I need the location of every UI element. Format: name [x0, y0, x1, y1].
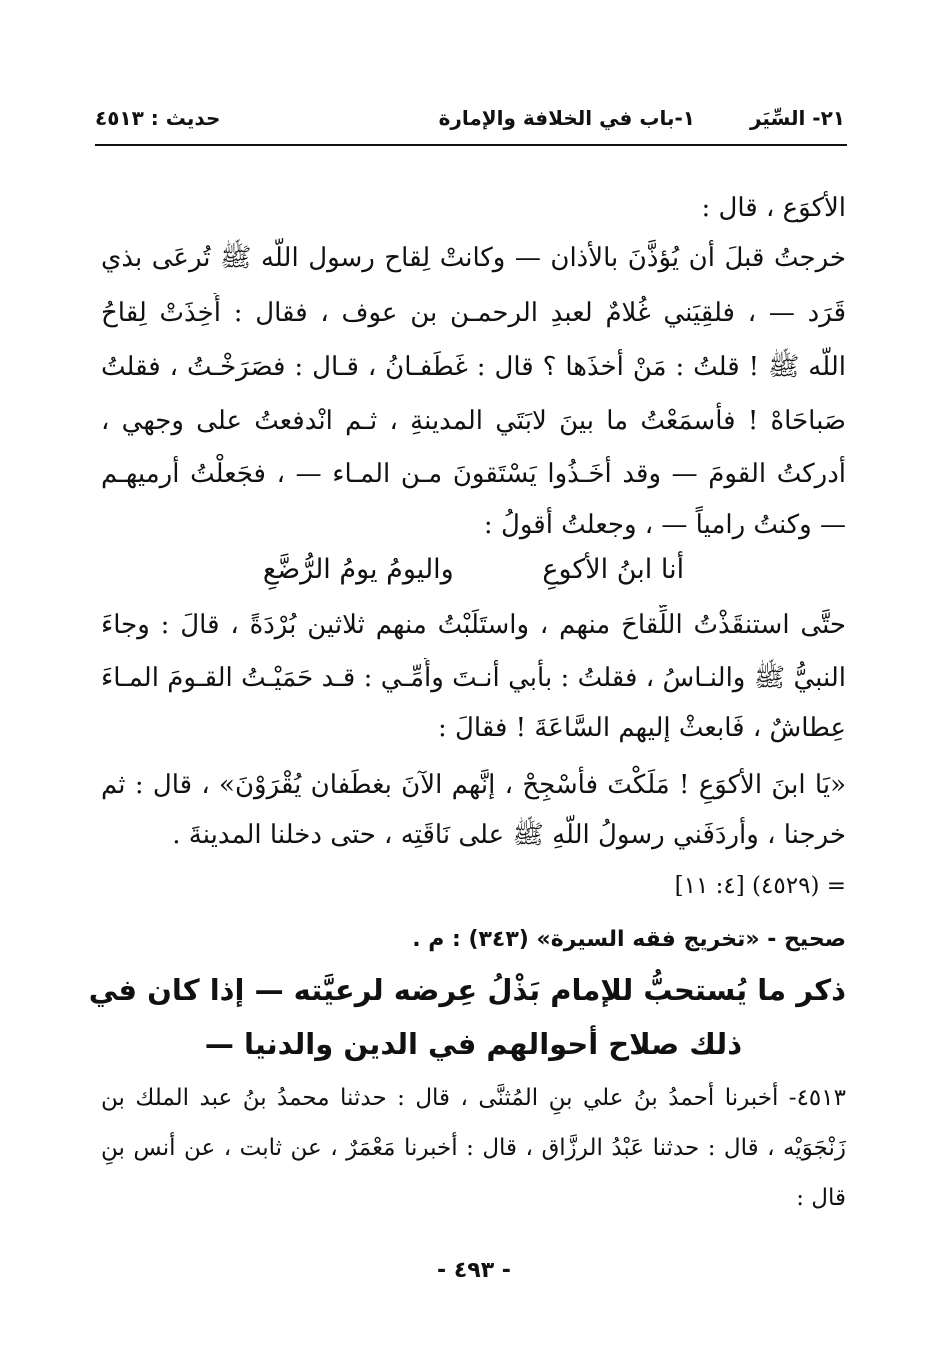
chapter-heading-line: ذكر ما يُستحبُّ للإمام بَذْلُ عِرضه لرعيَّته — إذا كان في: [88, 973, 846, 1007]
text-line: النبيُّ ﷺ والنـاسُ ، فقلتُ : بأبي أنـتَ وأُمِّـي : قـد حَمَيْـتُ القـومَ المـاءَ: [101, 663, 846, 693]
poetry-verse: [101, 550, 846, 590]
text-line: قَرَد — ، فلقِيَني غُلامٌ لعبدِ الرحمـن بن عوف ، فقال : أُخِذَتْ لِقاحُ: [101, 298, 846, 328]
takhrij-note: صحيح - «تخريج فقه السيرة» (٣٤٣) : م .: [412, 927, 846, 952]
text-line: «يَا ابنَ الأكوَعِ ! مَلَكْتَ فأسْجِحْ ، إنَّهم الآنَ بغطَفان يُقْرَوْنَ» ، قال : ثم: [101, 770, 846, 800]
text-line: اللّه ﷺ ! قلتُ : مَنْ أخذَها ؟ قال : غَطَفـانُ ، قـال : فصَرَخْـتُ ، فقلتُ: [101, 352, 846, 382]
text-line: عِطاشٌ ، فَابعثْ إليهم السَّاعَةَ ! فقالَ :: [437, 713, 846, 743]
cross-reference: = (٤٥٢٩) [٤: ١١]: [674, 873, 846, 899]
running-header: [95, 100, 845, 140]
text-line: صَباحَاهْ ! فأسمَعْتُ ما بينَ لابَتَي المدينةِ ، ثـم انْدفعتُ على وجهي ،: [101, 406, 846, 436]
text-line: حتَّى استنقَذْتُ اللِّقاحَ منهم ، واستَلَبْتُ منهم ثلاثين بُرْدَةً ، قالَ : وجاءَ: [101, 610, 846, 640]
section-title: ١-باب في الخلافة والإمارة: [438, 106, 695, 130]
text-line: — وكنتُ رامياً — ، وجعلتُ أقولُ :: [483, 510, 846, 540]
isnad-line: ٤٥١٣- أخبرنا أحمدُ بنُ علي بنِ المُثنَّى ، قال : حدثنا محمدُ بنُ عبد الملك بن: [101, 1085, 846, 1111]
text-line: الأكوَع ، قال :: [701, 193, 846, 223]
chapter-heading-line: ذلك صلاح أحوالهم في الدين والدنيا —: [204, 1027, 743, 1061]
isnad-line: قال :: [796, 1185, 846, 1211]
chapter-title: ٢١- السِّيَر: [749, 106, 845, 130]
text-line: أدركتُ القومَ — وقد أخَـذُوا يَسْتَقونَ مـن المـاء — ، فجَعلْتُ أرميهـم: [101, 459, 846, 489]
verse-first-hemistich: أنا ابنُ الأكوعِ: [542, 554, 685, 585]
header-divider: [95, 144, 847, 146]
hadith-number-header: حديث : ٤٥١٣: [95, 106, 221, 130]
page-number: - ٤٩٣ -: [437, 1258, 511, 1283]
isnad-line: زَنْجَوَيْه ، قال : حدثنا عَبْدُ الرزَّاق ، قال : أخبرنا مَعْمَرٌ ، عن ثابت ، عن أنس بنِ: [101, 1135, 846, 1161]
text-line: خرجتُ قبلَ أن يُؤذَّنَ بالأذان — وكانتْ لِقاح رسول اللّه ﷺ تُرعَى بذي: [101, 243, 846, 273]
verse-second-hemistich: واليومُ يومُ الرُّضَّعِ: [262, 554, 454, 585]
text-line: خرجنا ، وأردَفَني رسولُ اللّهِ ﷺ على نَاقَتِه ، حتى دخلنا المدينةَ .: [172, 820, 846, 850]
